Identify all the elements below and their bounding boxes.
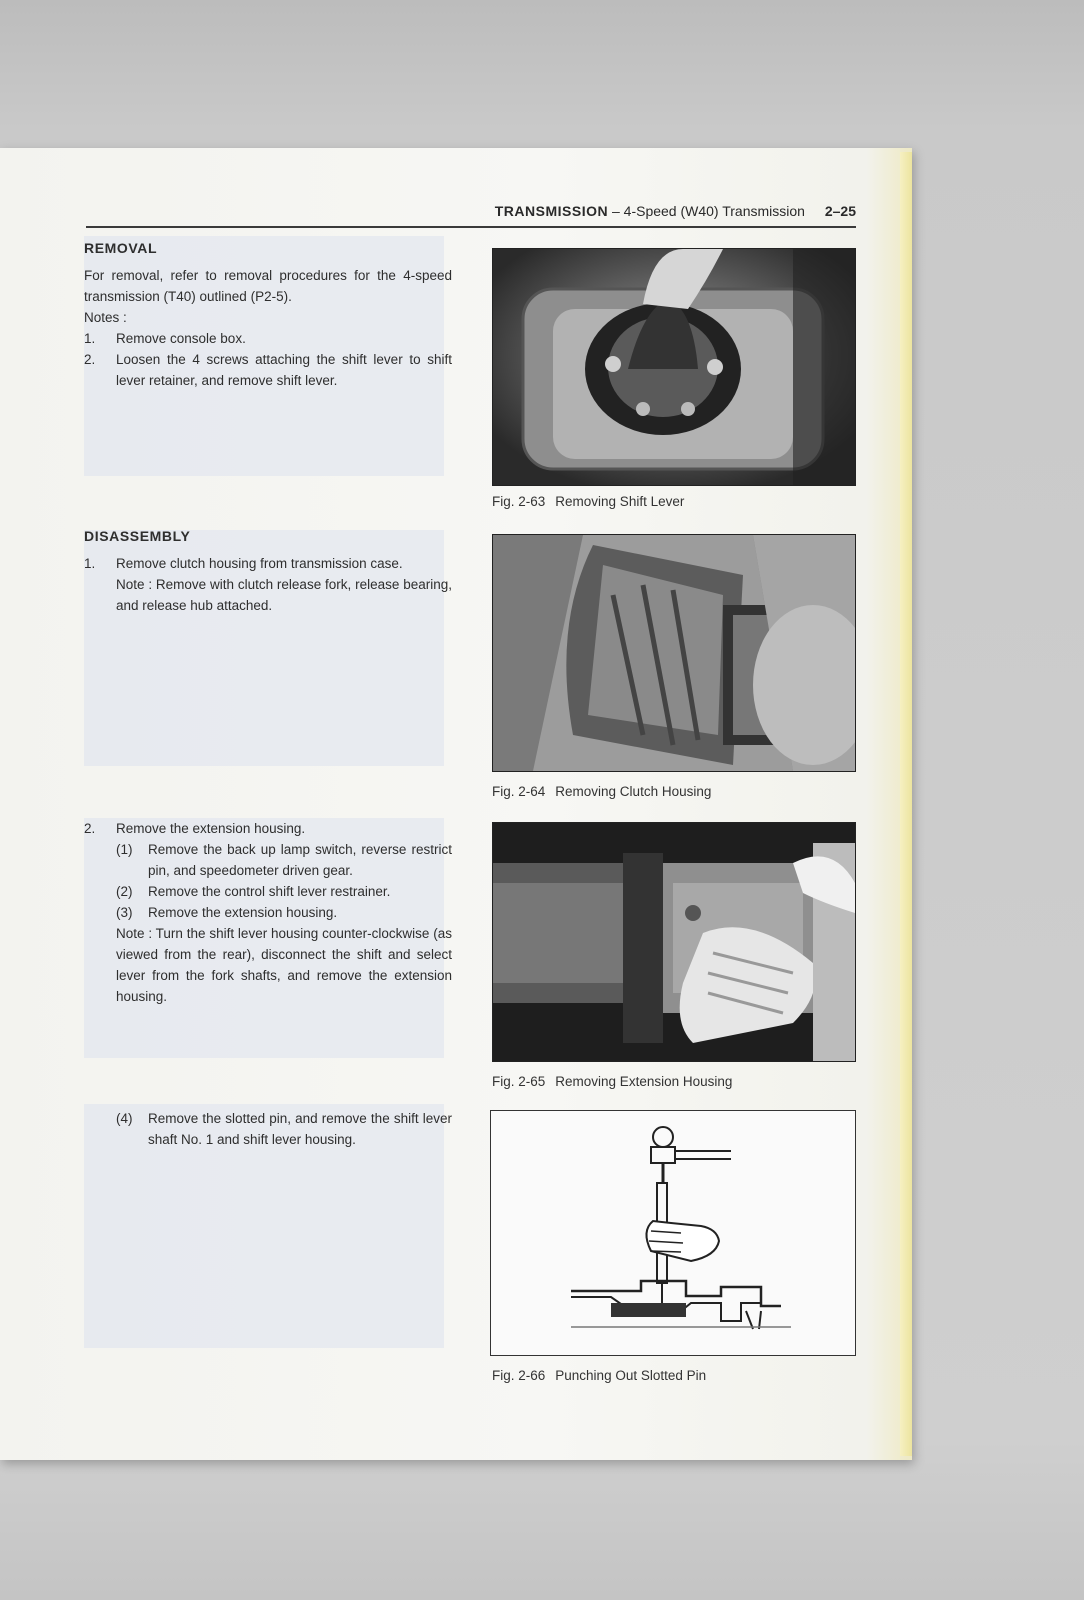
photo-removing-extension-housing	[492, 822, 856, 1062]
fig-2-66-caption: Fig. 2-66 Punching Out Slotted Pin	[492, 1368, 707, 1383]
disassembly-step-2-block	[84, 818, 452, 1007]
disassembly-step-2-note: Note : Turn the shift lever housing counter-clockwise (as viewed from the rear), disconnect the shift and select lever from the fork shafts, and remove the extension housing.	[116, 926, 452, 1004]
disassembly-step-1-note: Note : Remove with clutch release fork, release bearing, and release hub attached.	[116, 577, 452, 613]
diagram-punching-slotted-pin	[490, 1110, 856, 1356]
page-header	[86, 198, 856, 228]
disassembly-step-1: 1. Remove clutch housing from transmission case.	[84, 556, 403, 571]
header-subtitle: – 4-Speed (W40) Transmission	[611, 203, 805, 219]
fig-2-63-caption: Fig. 2-63 Removing Shift Lever	[492, 494, 685, 509]
photo-removing-clutch-housing	[492, 534, 856, 772]
substep: (1) Remove the back up lamp switch, reverse restrict pin, and speedometer driven gear.	[116, 842, 452, 878]
photo-removing-shift-lever	[492, 248, 856, 486]
page-number: 2–25	[824, 203, 856, 219]
fig-2-64-caption: Fig. 2-64 Removing Clutch Housing	[492, 784, 712, 799]
substep: (2) Remove the control shift lever restrainer.	[116, 884, 391, 899]
substep: (3) Remove the extension housing.	[116, 905, 338, 920]
disassembly-section	[84, 526, 452, 616]
disassembly-title: DISASSEMBLY	[84, 528, 191, 544]
header-section: TRANSMISSION	[494, 203, 609, 219]
substep-4: (4) Remove the slotted pin, and remove the shift lever shaft No. 1 and shift lever housing.	[116, 1111, 452, 1147]
fig-2-65-caption: Fig. 2-65 Removing Extension Housing	[492, 1074, 733, 1089]
removal-intro: For removal, refer to removal procedures for the 4-speed transmission (T40) outlined (P2-5).	[84, 268, 452, 304]
disassembly-step-2: 2. Remove the extension housing.	[84, 821, 306, 836]
removal-step: 1. Remove console box.	[84, 331, 246, 346]
disassembly-step-4-block	[84, 1108, 452, 1150]
page-edge	[900, 152, 912, 1456]
removal-notes-label: Notes :	[84, 310, 127, 325]
removal-section	[84, 238, 452, 391]
removal-title: REMOVAL	[84, 240, 158, 256]
removal-step: 2. Loosen the 4 screws attaching the shift lever to shift lever retainer, and remove shift lever.	[84, 352, 452, 388]
